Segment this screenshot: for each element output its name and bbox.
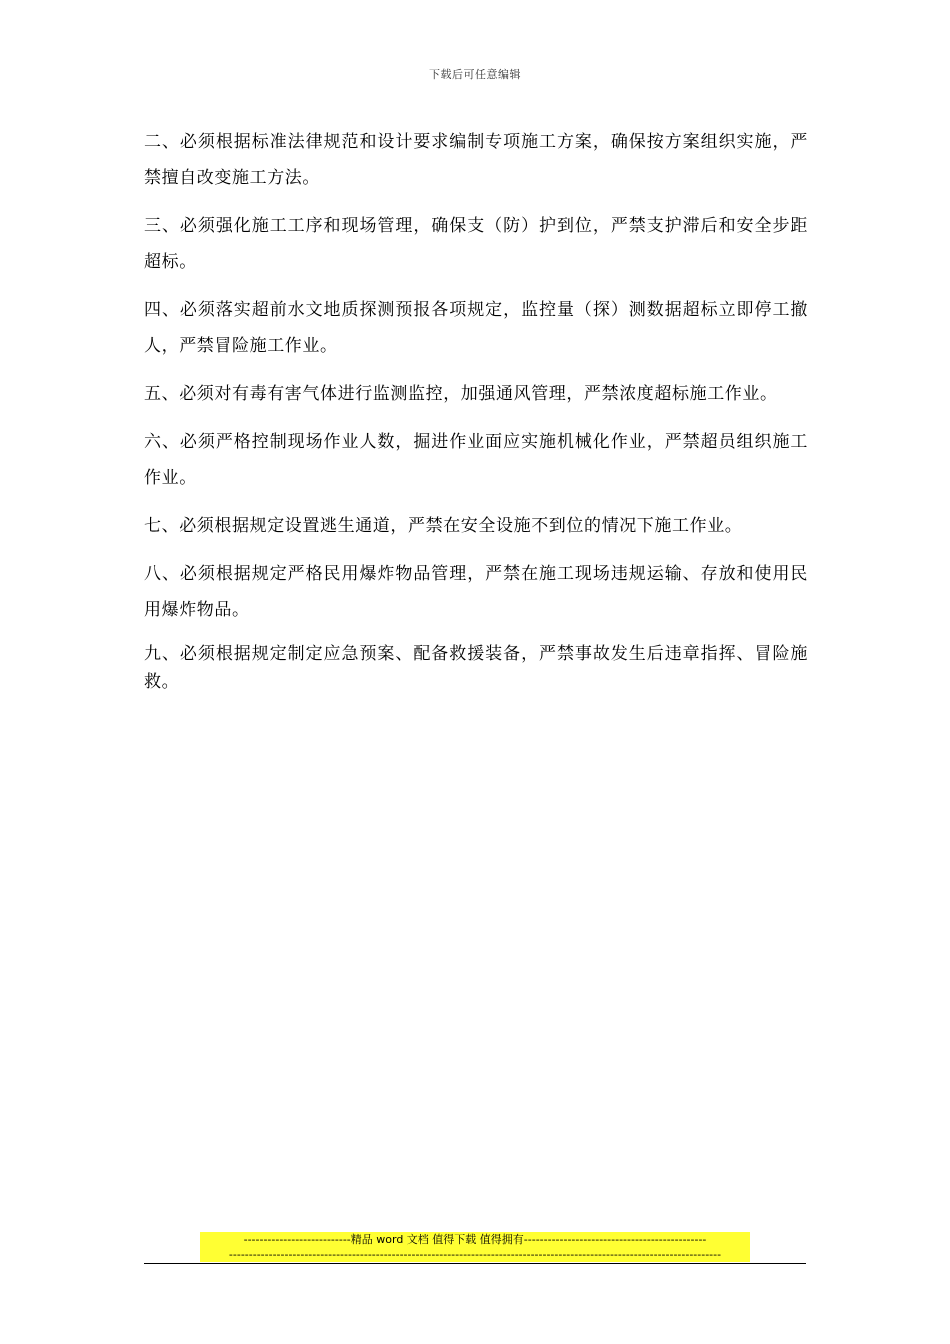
- paragraph-2: 二、必须根据标准法律规范和设计要求编制专项施工方案，确保按方案组织实施，严禁擅自改变施工方法。: [144, 132, 808, 188]
- footer-divider: [144, 1263, 806, 1264]
- footer-banner-line-1: ---------------------------精品 word 文档 值得下载 值得拥有----------------------------------------------: [200, 1232, 750, 1247]
- document-body: [144, 124, 808, 708]
- paragraph-7: 七、必须根据规定设置逃生通道，严禁在安全设施不到位的情况下施工作业。: [144, 516, 743, 536]
- footer-banner-line-2: ----------------------------------------------------------------------------------------------------------------------------: [200, 1247, 750, 1262]
- paragraph-9: 九、必须根据规定制定应急预案、配备救援装备，严禁事故发生后违章指挥、冒险施救。: [144, 644, 808, 692]
- paragraph-6: 六、必须严格控制现场作业人数，掘进作业面应实施机械化作业，严禁超员组织施工作业。: [144, 432, 808, 488]
- page-header: 下载后可任意编辑: [429, 68, 521, 81]
- paragraph-5: 五、必须对有毒有害气体进行监测监控，加强通风管理，严禁浓度超标施工作业。: [144, 384, 778, 404]
- paragraph-8: 八、必须根据规定严格民用爆炸物品管理，严禁在施工现场违规运输、存放和使用民用爆炸物品。: [144, 564, 808, 620]
- paragraph-4: 四、必须落实超前水文地质探测预报各项规定，监控量（探）测数据超标立即停工撤人，严禁冒险施工作业。: [144, 300, 808, 356]
- paragraph-3: 三、必须强化施工工序和现场管理，确保支（防）护到位，严禁支护滞后和安全步距超标。: [144, 216, 808, 272]
